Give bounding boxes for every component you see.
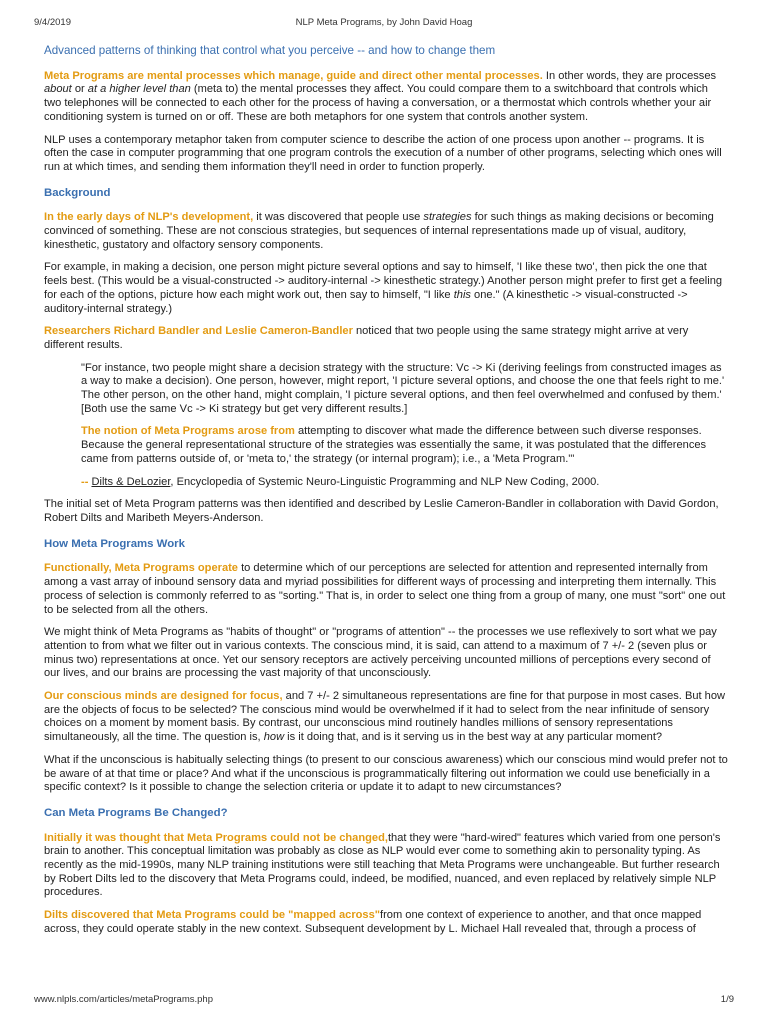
attribution-dash: -- — [81, 475, 92, 488]
heading-can-be-changed: Can Meta Programs Be Changed? — [44, 806, 228, 819]
attribution-link[interactable]: Dilts & DeLozier — [91, 475, 171, 488]
text: that they were "hard-wired" features which varied from one person's brain to another. This conceptual limitation was probably as close as NLP would ever come to something akin to personality typing. As recently as the mid-1990s, many NLP training institutions were still teaching that Meta Programs were unchangeable. But further research by Robert Dilts led to the discovery that Meta Programs could, indeed, be modified, nuanced, and even replaced by relatively simple NLP procedures. — [44, 831, 721, 899]
print-url: www.nlpls.com/articles/metaPrograms.php — [34, 994, 213, 1005]
text: and 7 +/- 2 simultaneous representations are fine for that purpose in most cases. But how are the objects of focus to be selected? The conscious mind would be overwhelmed if it had to select from the near infinitude of sensory choices on a moment by moment basis. By contrast, our unconscious mind routinely handles millions of sensory representations simultaneously, all the time. The question is, — [44, 690, 726, 744]
quote-attribution — [81, 476, 728, 490]
text: For example, in making a decision, one person might picture several options and say to himself, 'I like these two', then pick the one that feels best. (This would be a visual-constructed -> auditory-internal -> kinesthetic strategy.) Another person might prefer to first get a feeling for each of the options, picture how each might work out, then say to himself, "I like — [44, 261, 723, 301]
paragraph-intro — [44, 70, 728, 125]
highlight-text: Our conscious minds are designed for focus, — [44, 690, 283, 703]
text: for such things as making decisions or becoming convinced of something. These are not conscious strategies, but sequences of internal representations made up of visual, auditory, kinesthetic, gustatory and olfactory sensory components. — [44, 211, 714, 251]
text: , Encyclopedia of Systemic Neuro-Linguistic Programming and NLP New Coding, 2000. — [170, 475, 600, 488]
text: it was discovered that people use — [253, 211, 424, 224]
paragraph-early-days — [44, 211, 728, 252]
text: one." (A kinesthetic -> visual-constructed -> auditory-internal strategy.) — [44, 288, 688, 315]
page-number: 1/9 — [720, 994, 734, 1005]
highlight-text: Meta Programs are mental processes which manage, guide and direct other mental processes. — [44, 69, 543, 82]
highlight-text: Functionally, Meta Programs operate — [44, 562, 238, 575]
quote-paragraph-1: "For instance, two people might share a decision strategy with the structure: Vc -> Ki (deriving feelings from constructed images as a way to make a decision). One person, however, might report, 'I picture several options, and choose the one that feels right to me.' The other person, on the other hand, might complain, 'I picture several options, and then feel overwhelmed and confused by them.' [Both use the same Vc -> Ki strategy but get very different results.] — [81, 361, 725, 415]
emphasis-text: strategies — [423, 211, 472, 224]
print-header — [34, 17, 734, 28]
paragraph-mapped-across — [44, 909, 728, 936]
article-body — [44, 44, 728, 946]
paragraph-functionally — [44, 562, 728, 617]
heading-how-meta-programs-work: How Meta Programs Work — [44, 537, 185, 550]
text: noticed that two people using the same strategy might arrive at very different results. — [44, 325, 689, 351]
paragraph-what-if: What if the unconscious is habitually selecting things (to present to our conscious awareness) which our conscious mind would prefer not to be aware of at that time or place? And what if the unconscious is programmatically filtering out information we could use beneficially in a specific context? Is it possible to change the selection criteria or update it to adapt to new circumstances? — [44, 753, 728, 794]
text: to determine which of our perceptions are selected for attention and represented internally from among a vast array of inbound sensory data and myriad possibilities for different ways of processing and interpreting them internally. This process of selection is commonly referred to as "sorting." That is, in order to select one thing from a group of many, one must "sort" one out to be selected from all the others. — [44, 562, 726, 616]
print-title: NLP Meta Programs, by John David Hoag — [295, 17, 473, 28]
paragraph-example — [44, 261, 728, 316]
quote-paragraph-2 — [81, 425, 728, 466]
highlight-text: Dilts discovered that Meta Programs could be "mapped across" — [44, 909, 381, 922]
print-footer — [34, 994, 734, 1005]
paragraph-researchers — [44, 325, 728, 352]
heading-background: Background — [44, 186, 111, 199]
highlight-text: Researchers Richard Bandler and Leslie Cameron-Bandler — [44, 325, 353, 338]
paragraph-habits-of-thought: We might think of Meta Programs as "habits of thought" or "programs of attention" -- the processes we use reflexively to sort what we pay attention to from what we filter out in various contexts. The conscious mind, it is said, can attend to a maximum of 7 +/- 2 (seven plus or minus two) representations at once. Yet our sensory receptors are actively perceiving uncounted millions of perceptions every second of our lives, and our brains are processing the vast majority of that unconsciously. — [44, 626, 717, 680]
text: attempting to discover what made the difference between such diverse responses. Because the general representational structure of the strategies was essentially the same, it was postulated that the differences came from patterns outside of, or 'meta to,' the strategy (or internal program); i.e., a 'Meta Program.'" — [81, 425, 707, 465]
highlight-text: The notion of Meta Programs arose from — [81, 425, 295, 438]
print-date: 9/4/2019 — [34, 17, 71, 28]
text: is it doing that, and is it serving us in the best way at any particular moment? — [284, 731, 663, 744]
highlight-text: Initially it was thought that Meta Programs could not be changed, — [44, 831, 388, 844]
text: from one context of experience to another, and that once mapped across, they could operate stably in the new context. Subsequent development by L. Michael Hall revealed that, through a process of — [44, 909, 702, 935]
paragraph-initial-set: The initial set of Meta Program patterns was then identified and described by Leslie Cameron-Bandler in collaboration with David Gordon, Robert Dilts and Maribeth Meyers-Anderson. — [44, 498, 719, 524]
emphasis-text: how — [263, 731, 285, 744]
emphasis-text: about — [44, 83, 72, 96]
emphasis-text: at a higher level than — [87, 83, 191, 96]
text: (meta to) the mental processes they affect. You could compare them to a switchboard that controls which two telephones will be connected to each other for the process of having a conversation, or a thermostat which controls whether your air conditioning system is turned on or off. These are both metaphors for one system that controls another system. — [44, 83, 712, 123]
article-subtitle: Advanced patterns of thinking that control what you perceive -- and how to change them — [44, 44, 496, 57]
paragraph-conscious-focus — [44, 690, 728, 745]
text: In other words, they are processes — [542, 69, 717, 82]
emphasis-text: this — [453, 288, 471, 301]
highlight-text: In the early days of NLP's development, — [44, 211, 254, 224]
paragraph-initially — [44, 832, 728, 901]
paragraph-programs-metaphor: NLP uses a contemporary metaphor taken from computer science to describe the action of one process upon another -- programs. It is often the case in computer programming that one program controls the execution of a number of other programs, selecting which ones will run at which times, and sending them information they'll need in order to function properly. — [44, 133, 722, 173]
text: or — [71, 83, 88, 96]
